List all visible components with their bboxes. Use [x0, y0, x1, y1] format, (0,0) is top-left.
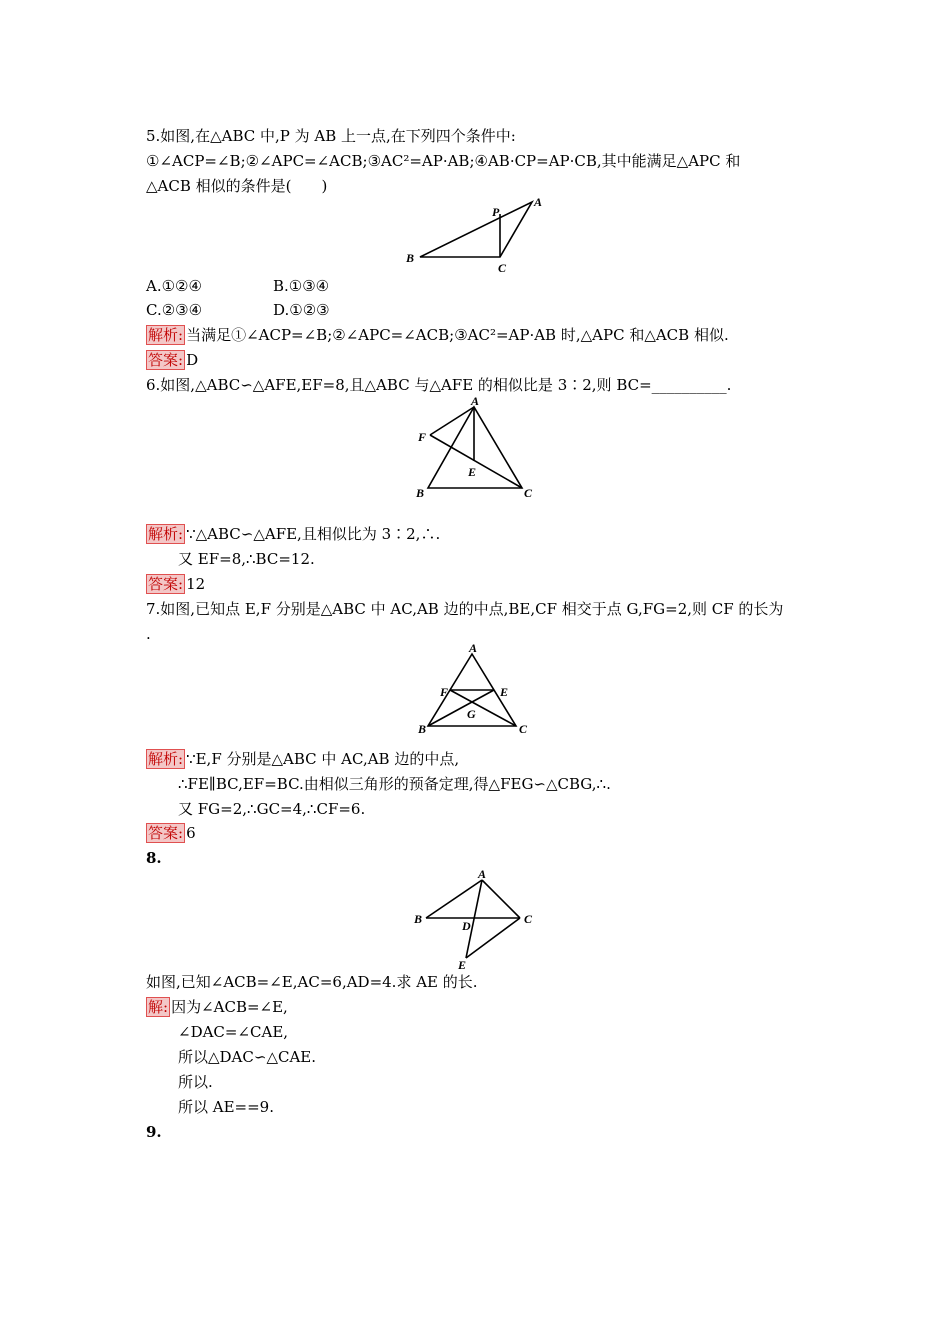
q8-step-1: 因为∠ACB=∠E,	[171, 998, 288, 1016]
q7-label-c: C	[519, 722, 528, 736]
q7-analysis-tag: 解析:	[148, 750, 184, 768]
q6-label-a: A	[471, 394, 480, 408]
q8-label-c: C	[524, 912, 533, 926]
q7-label-a: A	[469, 641, 478, 655]
q8-segment-ba	[426, 880, 482, 918]
q8-label-b: B	[414, 912, 423, 926]
q5-option-d: D.①②③	[273, 301, 330, 319]
q6-triangle-figure	[410, 393, 540, 503]
q8-step-5: 所以 AE==9.	[178, 1098, 274, 1116]
q7-label-b: B	[418, 722, 427, 736]
q7-label-g: G	[467, 707, 476, 721]
q6-analysis-tag: 解析:	[148, 525, 184, 543]
q9-number: 9.	[146, 1123, 162, 1141]
q6-segment-af	[430, 407, 474, 435]
q7-label-f: F	[440, 685, 449, 699]
q5-label-b: B	[406, 251, 415, 265]
q5-answer-text: D	[186, 351, 199, 369]
q7-triangle-figure	[412, 640, 540, 740]
q8-label-a: A	[478, 867, 487, 881]
q6-answer	[146, 574, 205, 594]
q7-analysis-text-1: ∵E,F 分别是△ABC 中 AC,AB 边的中点,	[186, 750, 460, 768]
q5-conditions: ①∠ACP=∠B;②∠APC=∠ACB;③AC²=AP·AB;④AB·CP=AP·CB,其中能满足△APC 和	[146, 152, 741, 170]
q8-stem: 如图,已知∠ACB=∠E,AC=6,AD=4.求 AE 的长.	[146, 973, 478, 991]
q5-stem-end: △ACB 相似的条件是( )	[146, 177, 328, 195]
q8-figure	[408, 866, 548, 970]
q5-triangle-figure	[400, 192, 550, 276]
q5-analysis-tag: 解析:	[148, 326, 184, 344]
q7-answer	[146, 823, 196, 843]
q6-stem: 6.如图,△ABC∽△AFE,EF=8,且△ABC 与△AFE 的相似比是 3∶2,则 BC=__________.	[146, 376, 732, 394]
q5-label-p: P	[492, 205, 500, 219]
q5-label-c: C	[498, 261, 507, 275]
q8-step-4: 所以.	[178, 1073, 213, 1091]
q7-label-e: E	[500, 685, 509, 699]
q8-step-3: 所以△DAC∽△CAE.	[178, 1048, 317, 1066]
q8-label-e: E	[458, 958, 467, 970]
q7-stem-end: .	[146, 625, 151, 643]
q8-number: 8.	[146, 849, 162, 867]
q5-option-b: B.①③④	[273, 277, 330, 295]
q5-triangle-abc	[420, 202, 532, 257]
q6-label-f: F	[418, 430, 427, 444]
q5-analysis-text: 当满足①∠ACP=∠B;②∠APC=∠ACB;③AC²=AP·AB 时,△APC 和△ACB 相似.	[186, 326, 729, 344]
q6-answer-text: 12	[186, 575, 206, 593]
q5-label-a: A	[534, 195, 543, 209]
q8-segment-ac	[482, 880, 520, 918]
q8-solution	[146, 997, 288, 1017]
q7-answer-text: 6	[186, 824, 196, 842]
q7-stem: 7.如图,已知点 E,F 分别是△ABC 中 AC,AB 边的中点,BE,CF 相交于点 G,FG=2,则 CF 的长为	[146, 600, 784, 618]
q8-step-2: ∠DAC=∠CAE,	[178, 1023, 289, 1041]
q8-segment-ec	[466, 918, 520, 958]
q6-answer-tag: 答案:	[148, 575, 184, 593]
q6-label-c: C	[524, 486, 533, 500]
q6-label-e: E	[468, 465, 477, 479]
q5-option-a: A.①②④	[146, 277, 202, 295]
q6-analysis-text-2: 又 EF=8,∴BC=12.	[178, 550, 315, 568]
q7-answer-tag: 答案:	[148, 824, 184, 842]
q7-analysis	[146, 749, 459, 769]
q7-analysis-text-2: ∴FE∥BC,EF=BC.由相似三角形的预备定理,得△FEG∽△CBG,∴.	[178, 775, 611, 793]
q5-analysis	[146, 325, 729, 345]
q8-solution-tag: 解:	[148, 998, 169, 1016]
q5-answer	[146, 350, 198, 370]
q8-label-d: D	[462, 919, 471, 933]
q5-answer-tag: 答案:	[148, 351, 184, 369]
q6-analysis-text-1: ∵△ABC∽△AFE,且相似比为 3∶2,∴.	[186, 525, 441, 543]
q5-stem: 5.如图,在△ABC 中,P 为 AB 上一点,在下列四个条件中:	[146, 127, 516, 145]
q6-analysis	[146, 524, 440, 544]
q6-label-b: B	[416, 486, 425, 500]
q7-analysis-text-3: 又 FG=2,∴GC=4,∴CF=6.	[178, 800, 366, 818]
q5-option-c: C.②③④	[146, 301, 203, 319]
